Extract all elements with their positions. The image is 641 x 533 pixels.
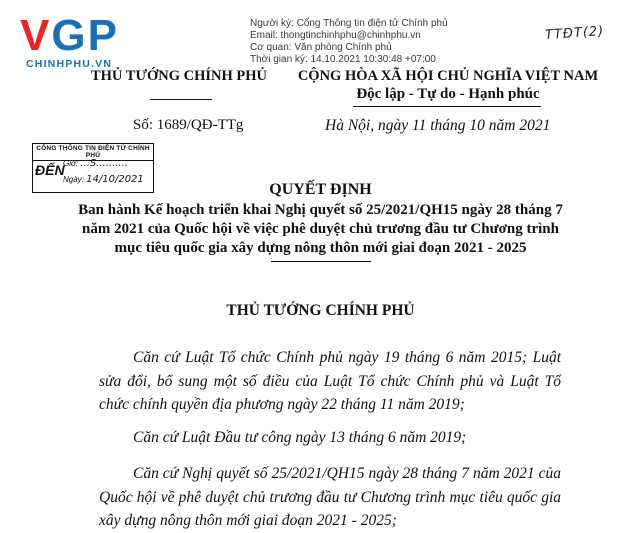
legal-basis-paragraph: Căn cứ Luật Tổ chức Chính phủ ngày 19 tháng 6 năm 2015; Luật sửa đổi, bổ sung một số điều của Luật Tổ chức Chính phủ và Luật Tổ chức chính quyền địa phương ngày 22 tháng 11 năm 2019; xyxy=(99,349,561,413)
signature-email: Email: thongtinchinhphu@chinhphu.vn xyxy=(250,30,421,41)
logo-subtitle: CHINHPHU.VN xyxy=(26,58,113,70)
motto-underline xyxy=(353,106,541,107)
logo-letter-g: G xyxy=(51,11,88,60)
digital-signature xyxy=(250,18,448,66)
legal-basis-paragraph: Căn cứ Luật Đầu tư công ngày 13 tháng 6 năm 2019; xyxy=(133,429,467,446)
issuer-name: THỦ TƯỚNG CHÍNH PHỦ xyxy=(90,68,268,84)
subject-line: năm 2021 của Quốc hội về việc phê duyệt chủ trương đầu tư Chương trình xyxy=(82,221,559,237)
issuer-underline xyxy=(150,99,212,100)
stamp-time-value: ...S.......... xyxy=(80,158,128,169)
national-motto: Độc lập - Tự do - Hạnh phúc xyxy=(356,86,540,102)
document-subject xyxy=(0,201,641,258)
document-type: QUYẾT ĐỊNH xyxy=(269,181,372,198)
subject-underline xyxy=(271,261,371,262)
signature-time: Thời gian ký: 14.10.2021 10:30:48 +07:00 xyxy=(250,54,436,65)
logo-letter-p: P xyxy=(87,11,119,60)
logo-letter-v: V xyxy=(20,11,52,60)
signature-signer: Người ký: Cổng Thông tin điện tử Chính phủ xyxy=(250,18,448,29)
subject-line: mục tiêu quốc gia xây dựng nông thôn mới giai đoạn 2021 - 2025 xyxy=(114,240,527,256)
signature-agency: Cơ quan: Văn phòng Chính phủ xyxy=(250,42,392,53)
stamp-date-label: Ngày: xyxy=(63,175,84,184)
authority-title: THỦ TƯỚNG CHÍNH PHỦ xyxy=(226,302,415,319)
stamp-time-row xyxy=(63,158,128,169)
document-number: Số: 1689/QĐ-TTg xyxy=(133,117,244,133)
legal-basis-paragraph: Căn cứ Nghị quyết số 25/2021/QH15 ngày 28 tháng 7 năm 2021 của Quốc hội về phê duyệt chủ trương đầu tư Chương trình mục tiêu quốc gia xây dựng nông thôn mới giai đoạn 2021 - 2025; xyxy=(99,465,561,529)
stamp-header: CỔNG THÔNG TIN ĐIỆN TỬ CHÍNH PHỦ xyxy=(33,144,153,161)
stamp-den-label: ĐẾN xyxy=(35,162,65,178)
country-name: CỘNG HÒA XÃ HỘI CHỦ NGHĨA VIỆT NAM xyxy=(297,68,599,84)
place-and-date: Hà Nội, ngày 11 tháng 10 năm 2021 xyxy=(325,117,551,134)
subject-line: Ban hành Kế hoạch triển khai Nghị quyết số 25/2021/QH15 ngày 28 tháng 7 xyxy=(78,202,563,218)
stamp-time-label: Giờ: xyxy=(63,159,79,168)
vgp-logo xyxy=(20,11,250,70)
stamp-date-value: 14/10/2021 xyxy=(86,174,144,185)
handwritten-note: TTĐT(2) xyxy=(544,23,605,44)
